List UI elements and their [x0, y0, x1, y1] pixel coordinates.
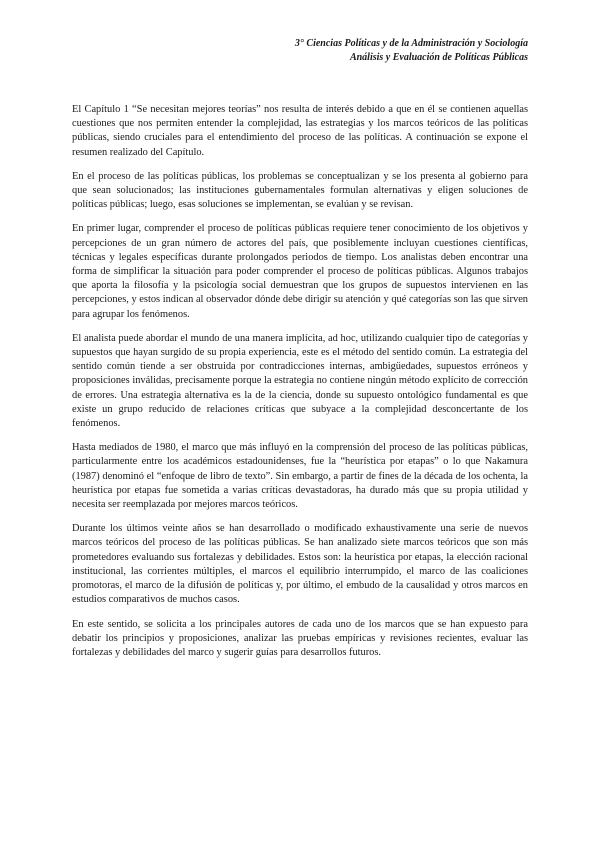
paragraph-process: En el proceso de las políticas públicas, los problemas se conceptualizan y se los presenta al gobierno para que sean solucionados; las instituciones gubernamentales formulan alternativas y eligen soluciones de políticas públicas; luego, esas soluciones se implementan, se evalúan y se revisan. [72, 170, 528, 211]
paragraph-intro: El Capítulo 1 “Se necesitan mejores teorías” nos resulta de interés debido a que en él se contienen aquellas cuestiones que nos permiten entender la complejidad, las estrategias y los marcos teóricos de las políticas públicas, siendo cruciales para el entendimiento del proceso de las políticas. A continuación se expone el resumen realizado del Capítulo. [72, 104, 528, 158]
page-header [295, 37, 528, 65]
paragraph-first-place: En primer lugar, comprender el proceso de políticas públicas requiere tener conocimiento de los objetivos y percepciones de un gran número de actores del país, que posiblemente incluyan cuestiones científicas, técnicas y legales específicas durante prolongados periodos de tiempo. Los analistas deben encontrar una forma de simplificar la situación para poder comprender el proceso de políticas públicas. Algunos trabajos que aporta la filosofía y la psicología social demuestran que los grupos de supuestos intervienen en las percepciones, y estos indican al observador dónde debe dirigir su atención y qué categorías son las que sirven para agrupar los fenómenos. [72, 223, 528, 320]
document-body [72, 103, 528, 670]
header-course-line: 3° Ciencias Políticas y de la Administración y Sociología [294, 38, 528, 49]
paragraph-frameworks: Durante los últimos veinte años se han desarrollado o modificado exhaustivamente una serie de nuevos marcos teóricos del proceso de las políticas públicas. Se han analizado siete marcos teóricos que son más prometedores evaluando sus fortalezas y debilidades. Estos son: la heurística por etapas, la elección racional institucional, las corrientes múltiples, el marcos el equilibrio interrumpido, el marco de las coaliciones promotoras, el marco de la difusión de políticas y, por último, el embudo de la causalidad y otros marcos en estudios comparativos de muchos casos. [72, 523, 528, 606]
header-subject-line: Análisis y Evaluación de Políticas Públicas [349, 52, 528, 63]
paragraph-conclusion: En este sentido, se solicita a los principales autores de cada uno de los marcos que se han expuesto para debatir los principios y proposiciones, analizar las pruebas empíricas y revisiones recientes, evaluar las fortalezas y debilidades del marco y sugerir guías para desarrollos futuros. [72, 618, 528, 658]
paragraph-heuristic: Hasta mediados de 1980, el marco que más influyó en la comprensión del proceso de las políticas públicas, particularmente entre los académicos estadounidenses, fue la “heurística por etapas” o lo que Nakamura (1987) denominó el “enfoque de libro de texto”. Sin embargo, a partir de fines de la década de los ochenta, la heurística por etapas fue sometida a varias críticas devastadoras, ha durado más que su propia utilidad y necesita ser reemplazada por mejores marcos teóricos. [72, 442, 528, 511]
paragraph-analyst: El analista puede abordar el mundo de una manera implícita, ad hoc, utilizando cualquier tipo de categorías y supuestos que hayan surgido de su propia experiencia, este es el método del sentido común. La estrategia del sentido común tiende a ser obstruida por contradicciones internas, ambigüedades, supuestos erróneos y proposiciones inválidas, precisamente porque la estrategia no contiene ningún método explícito de corrección de errores. Una estrategia alternativa es la de la ciencia, donde su supuesto ontológico fundamental es que existe un grupo reducido de relaciones críticas que subyace a la complejidad desconcertante de los fenómenos. [72, 332, 528, 430]
